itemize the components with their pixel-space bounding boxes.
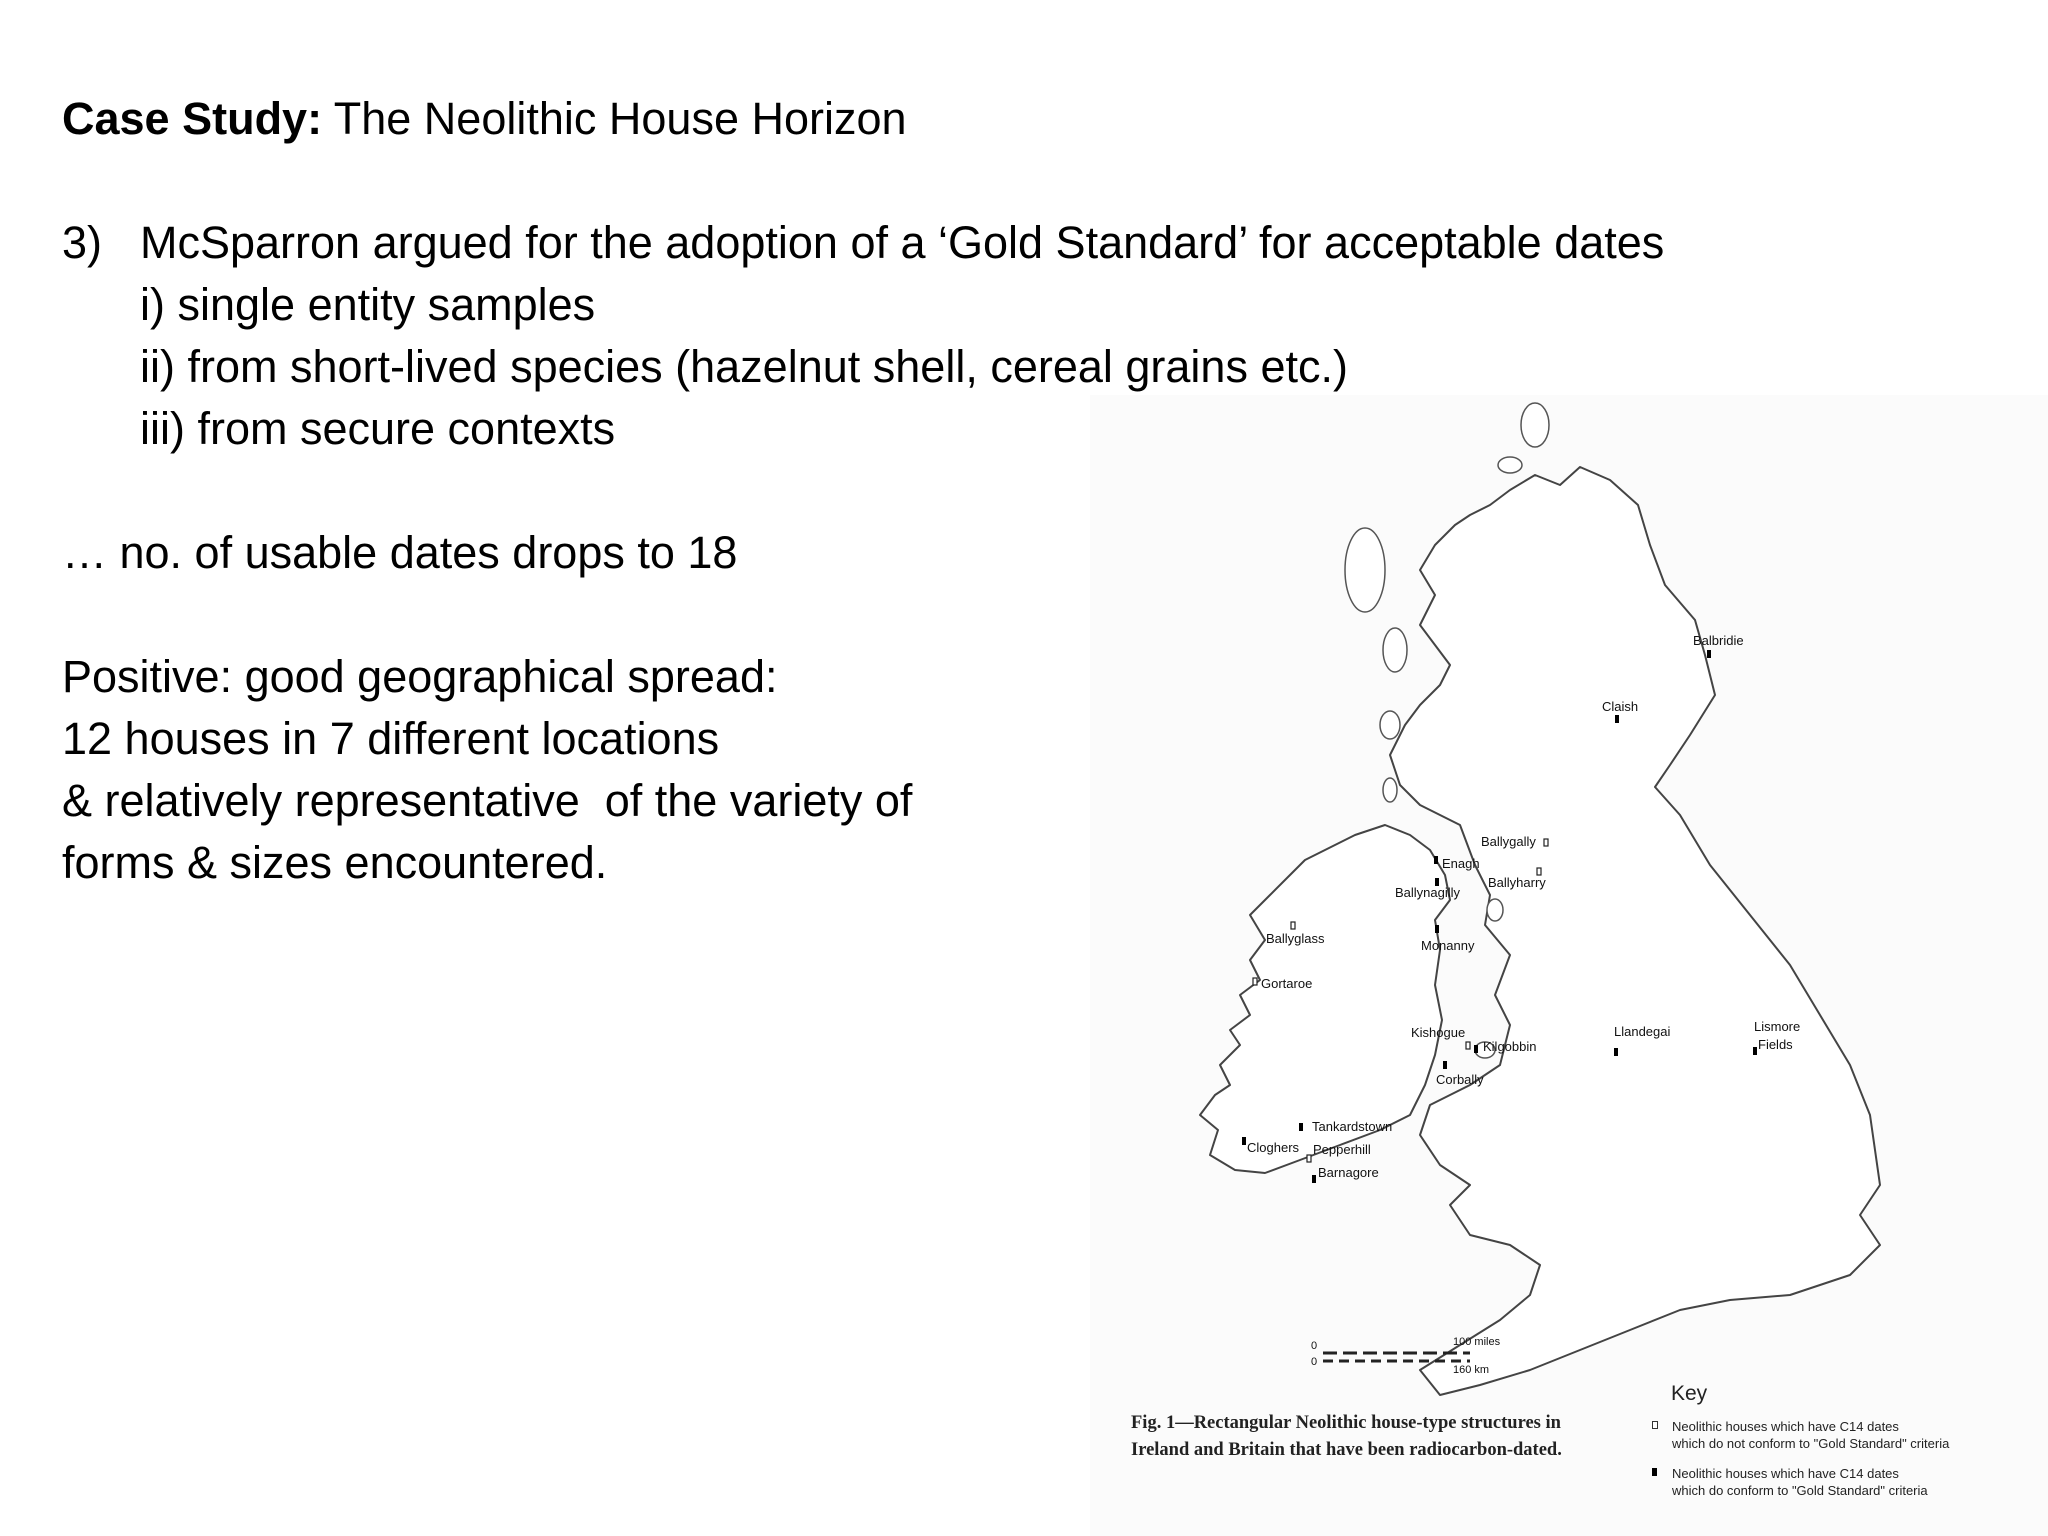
site-marker [1753,1047,1757,1055]
key-title: Key [1671,1382,1708,1405]
key-nongold-line1: Neolithic houses which have C14 dates [1672,1419,1899,1434]
site-label-ballyglass: Ballyglass [1266,931,1325,946]
site-marker [1242,1137,1246,1145]
scale-zero-miles: 0 [1311,1340,1318,1352]
criterion-1: i) single entity samples [140,279,596,330]
site-marker [1434,856,1438,864]
site-label-monanny: Monanny [1421,938,1475,953]
site-marker [1312,1175,1316,1183]
positive-line-4: forms & sizes encountered. [62,837,608,888]
british-isles-map [1090,395,2048,1536]
site-label-llandegai: Llandegai [1614,1024,1671,1039]
great-britain-coast [1390,467,1880,1395]
islay-isle [1383,778,1397,802]
key-gold-line1: Neolithic houses which have C14 dates [1672,1466,1899,1481]
skye-isle [1383,628,1407,672]
criterion-3: iii) from secure contexts [140,403,616,454]
site-marker [1435,925,1439,933]
slide-title [62,88,1664,150]
scale-miles-label: 100 miles [1453,1336,1501,1348]
point-3 [62,212,1664,274]
site-label-enagh: Enagh [1442,856,1480,871]
nongold-marker-icon [1652,1421,1658,1429]
key-gold-line2: which do conform to "Gold Standard" criteria [1672,1483,1928,1498]
scale-km-label: 160 km [1453,1364,1490,1376]
site-label-lismore: Lismore [1754,1019,1801,1034]
site-label-pepperhill: Pepperhill [1313,1142,1371,1157]
site-marker [1537,868,1541,875]
site-marker [1307,1155,1311,1162]
positive-line-2: 12 houses in 7 different locations [62,713,720,764]
criterion-2: ii) from short-lived species (hazelnut shell, cereal grains etc.) [140,341,1348,392]
site-label-barnagore: Barnagore [1318,1165,1379,1180]
result-line: … no. of usable dates drops to 18 [62,527,738,578]
site-marker [1707,650,1711,658]
positive-line-1: Positive: good geographical spread: [62,651,778,702]
mull-isle [1380,711,1400,739]
site-label-tankardstown: Tankardstown [1312,1119,1393,1134]
lewis-isle [1345,528,1385,612]
point-text: McSparron argued for the adoption of a ‘Gold Standard’ for acceptable dates [140,217,1665,268]
figure-caption: Fig. 1—Rectangular Neolithic house-type structures in Ireland and Britain that have been radiocarbon-dated. [1131,1413,1562,1460]
site-marker [1615,715,1619,723]
site-marker [1443,1061,1447,1069]
isle-of-man [1487,899,1503,921]
title-rest: The Neolithic House Horizon [322,93,907,144]
scale-zero-km: 0 [1311,1356,1318,1368]
map-figure [1090,395,2048,1536]
title-bold: Case Study: [62,93,323,144]
site-label-kilgobbin: Kilgobbin [1483,1039,1537,1054]
site-label-corbally: Corbally [1436,1072,1484,1087]
site-marker [1614,1048,1618,1056]
site-label-ballynagilly: Ballynagilly [1395,885,1461,900]
site-label-ballyharry: Ballyharry [1488,875,1546,890]
site-marker [1253,978,1257,985]
site-marker [1299,1123,1303,1131]
site-label-ballygally: Ballygally [1481,834,1536,849]
site-label-balbridie: Balbridie [1693,633,1744,648]
site-marker [1466,1042,1470,1049]
site-label-kishogue: Kishogue [1411,1025,1466,1040]
key-nongold-line2: which do not conform to "Gold Standard" criteria [1672,1436,1950,1451]
shetland-isle [1521,403,1549,447]
positive-line-3: & relatively representative of the variety of [62,775,913,826]
site-label-cloghers: Cloghers [1247,1140,1300,1155]
site-marker [1291,922,1295,929]
site-label-fields: Fields [1758,1037,1793,1052]
site-label-gortaroe: Gortaroe [1261,976,1313,991]
site-marker [1544,839,1548,846]
point-number: 3) [62,217,103,268]
gold-marker-icon [1652,1468,1657,1476]
orkney-isle [1498,457,1522,473]
site-marker [1474,1045,1478,1053]
site-label-claish: Claish [1602,699,1639,714]
